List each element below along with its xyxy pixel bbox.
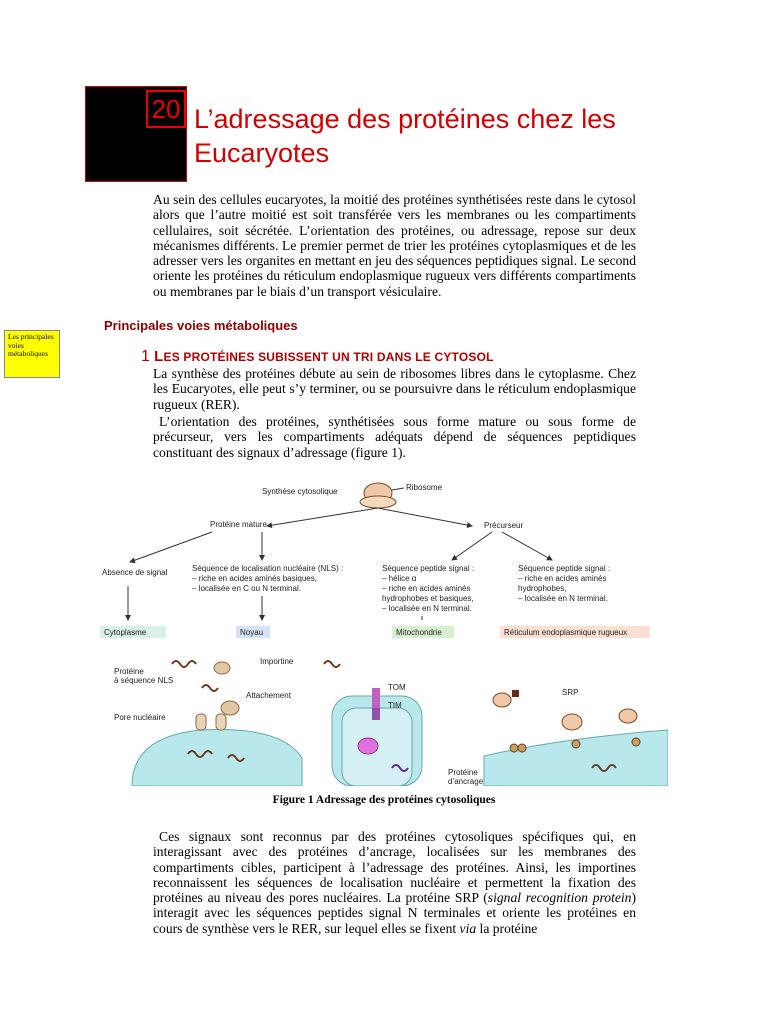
subsection-number: 1 (141, 348, 151, 365)
importin-icon (214, 662, 230, 674)
fig-nls-title: Séquence de localisation nucléaire (NLS) : (192, 564, 344, 573)
fig-mitochondria: Mitochondrie (396, 628, 442, 637)
figure-protein-targeting (92, 468, 668, 786)
fig-mito-line3: hydrophobes et basiques, (382, 594, 474, 603)
fig-tom: TOM (388, 683, 406, 692)
fig-er-line3: – localisée en N terminal. (518, 594, 608, 603)
fig-nls-line1: – riche en acides aminés basiques, (192, 574, 317, 583)
fig-nucleus: Noyau (240, 628, 264, 637)
fig-precursor-label: Précurseur (484, 521, 524, 530)
intro-paragraph: Au sein des cellules eucaryotes, la moitié des protéines synthétisées reste dans le cytosol alors que l’autre moitié est soit transférée vers les membranes ou les compartiments cellulaires, soit sécrétée. L’orientation des protéines, ou adressage, repose sur deux mécanismes différents. Le premier permet de trier les protéines cytoplasmiques et de les adresser vers les organites en mettant en jeu des séquences peptidiques signal. Le second oriente les protéines du réticulum endoplasmique rugueux vers différents compartiments ou membranes par le biais d’un transport vésiculaire. (153, 192, 636, 299)
paragraph-3-italic-via: via (459, 920, 477, 936)
title-line-1: L’adressage des protéines chez les (194, 104, 616, 134)
fig-no-signal: Absence de signal (102, 568, 168, 577)
tim-icon (372, 708, 380, 720)
anchor-protein-icon (510, 744, 518, 752)
nucleus-shape (132, 730, 302, 786)
paragraph-3-italic-srp: signal recognition protein (487, 890, 632, 906)
paragraph-3-part-c: ) interagit avec les séquences peptides signal N terminales et oriente les protéines en cours de synthèse vers le RER, sur lequel elles se fixent (153, 890, 636, 936)
fig-importin: Importine (260, 657, 294, 666)
subsection-first-letter: L (154, 348, 164, 365)
srp-icon (512, 690, 519, 697)
fig-nls-line2: – localisée en C ou N terminal. (192, 584, 301, 593)
tom-icon (372, 688, 380, 708)
fig-tim: TIM (388, 701, 402, 710)
pore-icon (196, 714, 206, 730)
chaperone-icon (358, 738, 378, 754)
fig-mito-line2: – riche en acides aminés (382, 584, 471, 593)
fig-cytoplasm: Cytoplasme (104, 628, 147, 637)
paragraph-3-part-e: la protéine (476, 920, 538, 936)
fig-er-line1: – riche en acides aminés (518, 574, 607, 583)
paragraph-1: La synthèse des protéines débute au sein de ribosomes libres dans le cytoplasme. Chez les Eucaryotes, elle peut s’y terminer, ou se poursuivre dans le réticulum endoplasmique rugueux (RER). (153, 366, 636, 412)
chapter-number: 20 (146, 90, 186, 128)
title-line-2: Eucaryotes (194, 138, 330, 168)
ribosome-icon (360, 483, 396, 508)
fig-anchor-1: Protéine (448, 768, 478, 777)
rer-membrane-shape (484, 730, 668, 786)
fig-mito-title: Séquence peptide signal : (382, 564, 475, 573)
fig-rer: Réticulum endoplasmique rugueux (504, 628, 628, 637)
paragraph-2: L’orientation des protéines, synthétisées sous forme mature ou sous forme de précurseur, vers les compartiments adéquats dépend de séquences peptidiques constituant des signaux d’adressage (figure 1). (153, 414, 636, 460)
fig-anchor-2: d’ancrage (448, 777, 484, 786)
paragraph-3-part-a: Ces signaux sont reconnus par des protéines cytosoliques spécifiques qui, en interagissant avec des protéines d’ancrage, localisées sur les membranes des compartiments cibles, participent à l’adressage des protéines. Ainsi, les importines reconnaissent les séquences de localisation nucléaire et permettent la fixation des protéines au niveau des pores nucléaires. La protéine SRP ( (153, 829, 636, 906)
fig-nls-protein-2: à séquence NLS (114, 676, 174, 685)
page-title (194, 102, 694, 170)
fig-nls-protein-1: Protéine (114, 667, 144, 676)
margin-note: Les principales voies métaboliques (4, 330, 60, 378)
fig-mature-label: Protéine mature (210, 520, 267, 529)
fig-attachment: Attachement (246, 691, 291, 700)
section-heading: Principales voies métaboliques (104, 318, 298, 333)
paragraph-3 (153, 829, 636, 936)
fig-top-label: Synthèse cytosolique (262, 487, 338, 496)
fig-mito-line1: – hélice α (382, 574, 417, 583)
fig-er-line2: hydrophobes, (518, 584, 567, 593)
fig-nuclear-pore: Pore nucléaire (114, 713, 166, 722)
fig-er-title: Séquence peptide signal : (518, 564, 611, 573)
fig-ribosome-label: Ribosome (406, 483, 443, 492)
figure-caption: Figure 1 Adressage des protéines cytosoliques (272, 794, 496, 806)
subsection-heading (141, 348, 494, 366)
fig-mito-line4: – localisée en N terminal. (382, 604, 472, 613)
subsection-title: ES PROTÉINES SUBISSENT UN TRI DANS LE CYTOSOL (163, 350, 494, 364)
fig-srp: SRP (562, 688, 579, 697)
